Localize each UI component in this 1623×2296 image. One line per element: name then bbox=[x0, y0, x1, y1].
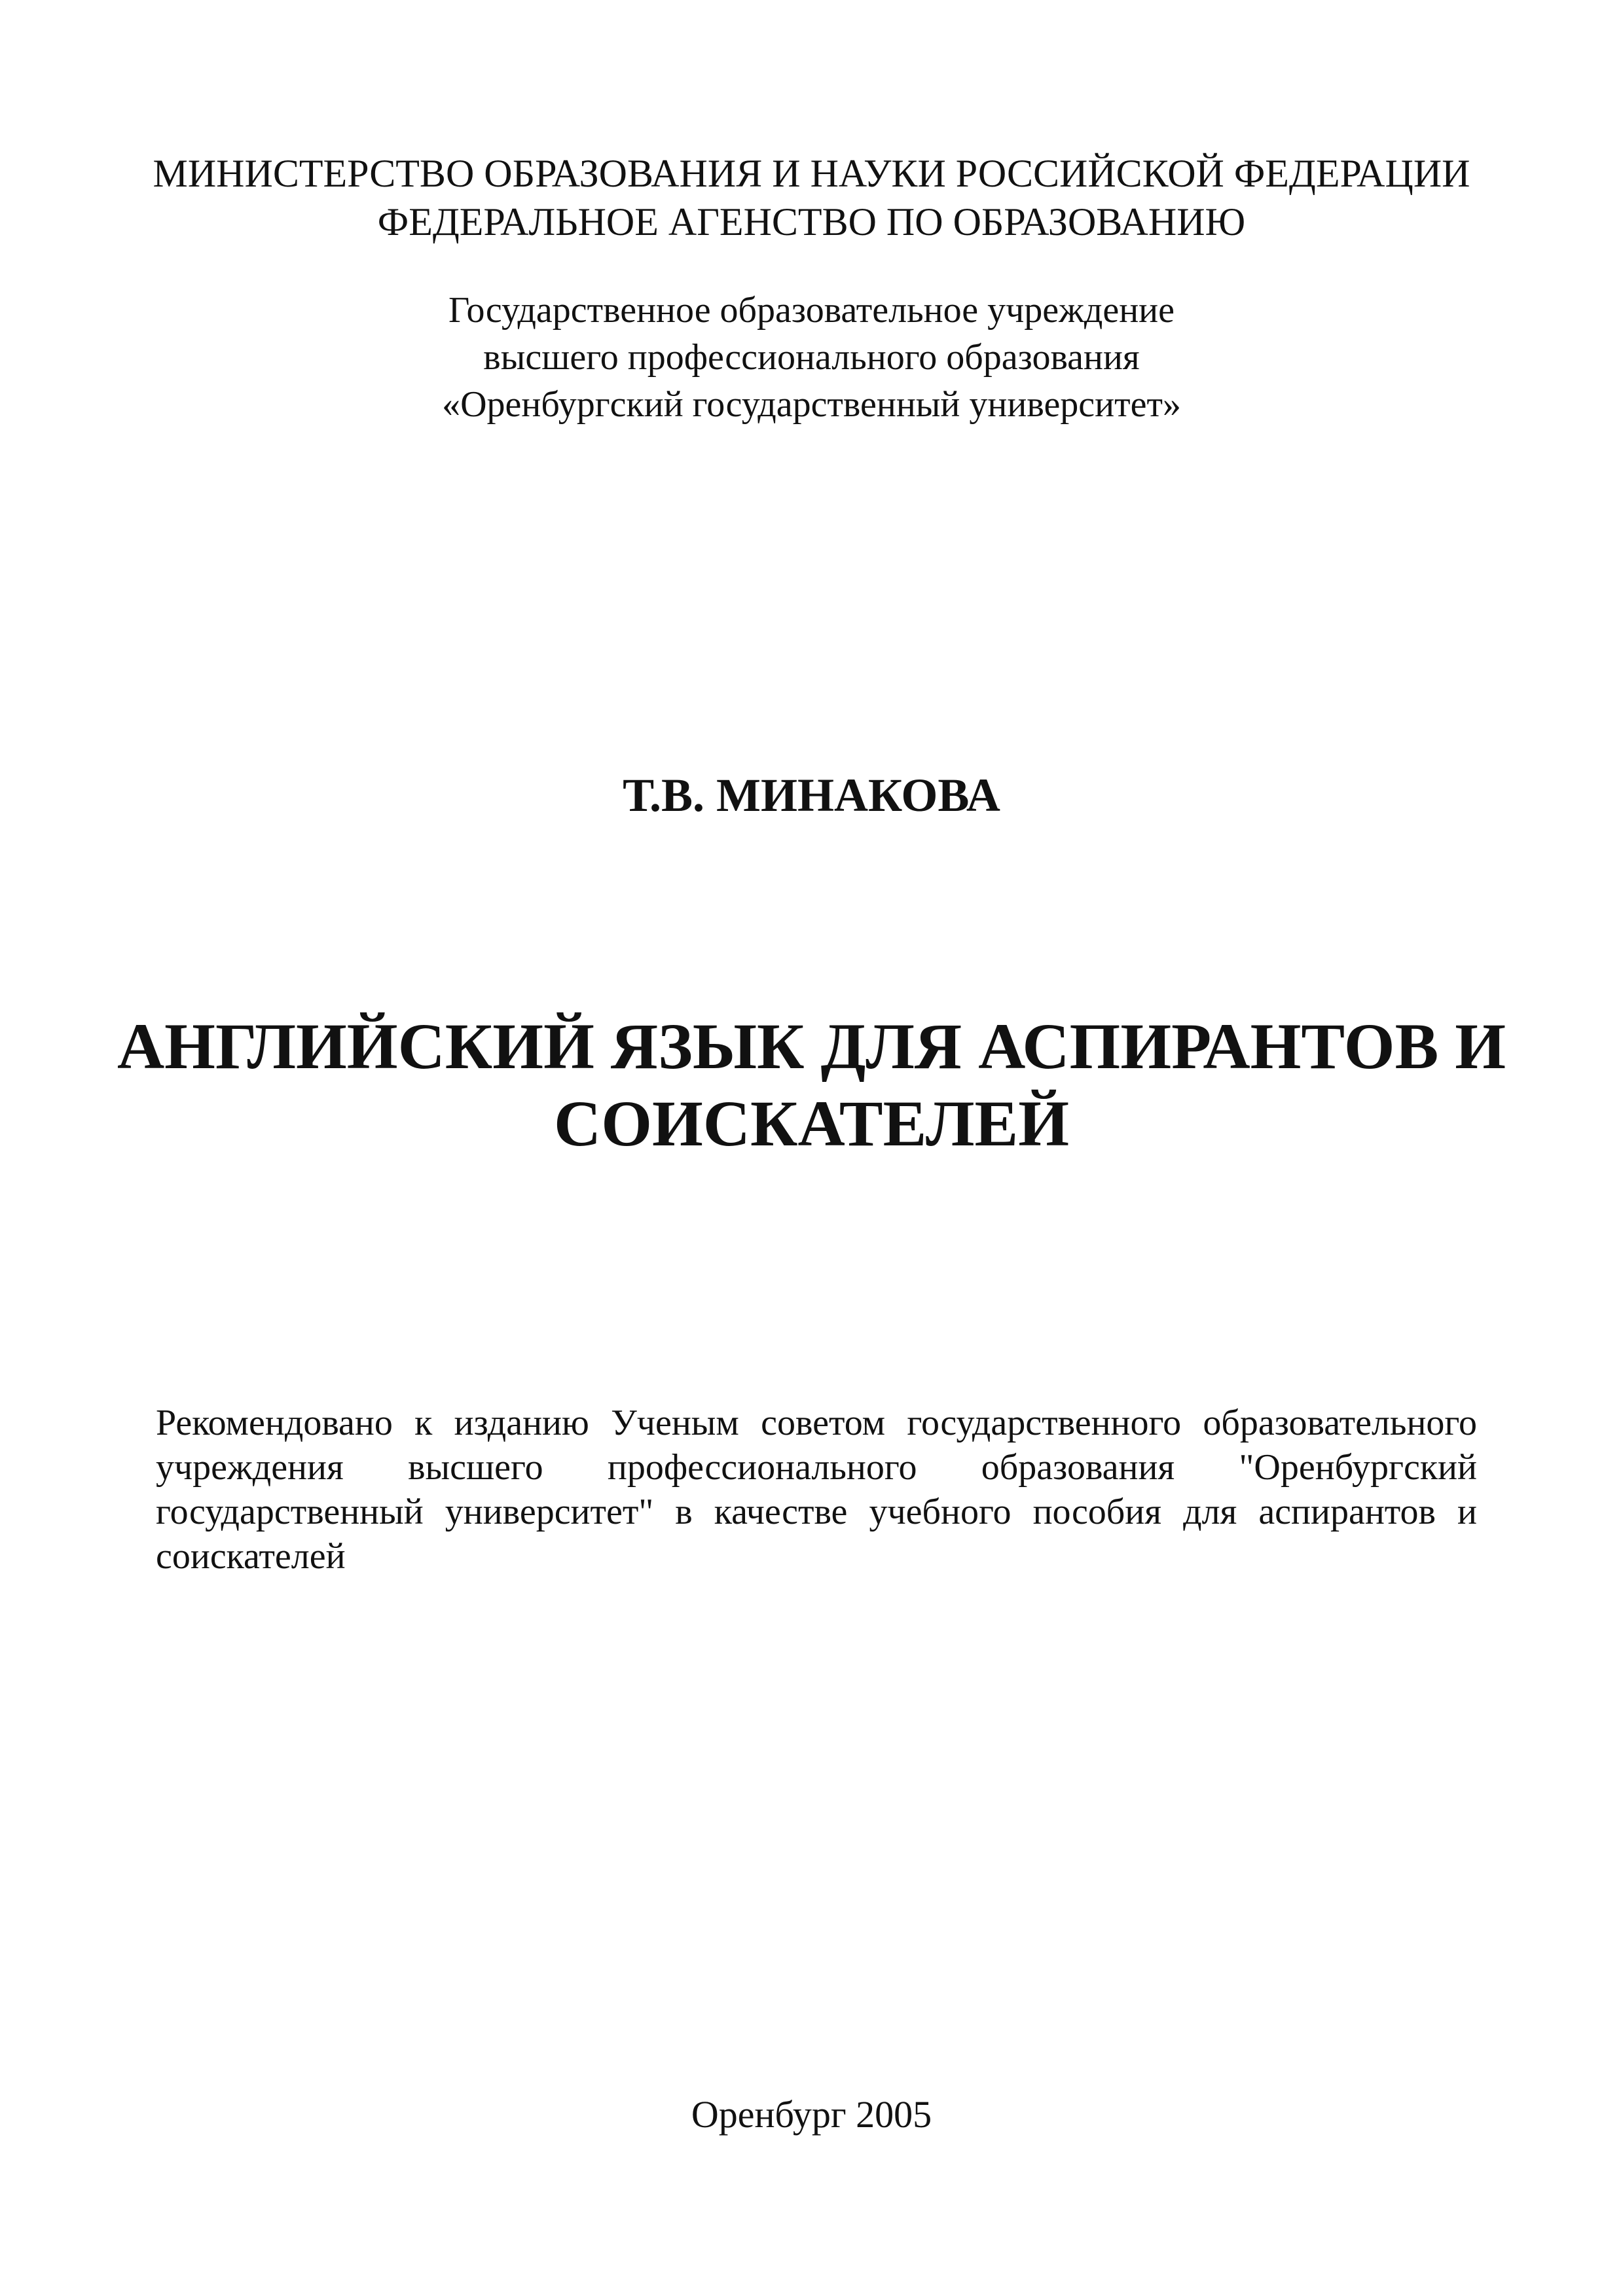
institution-line-3: «Оренбургский государственный университет» bbox=[442, 384, 1181, 425]
recommendation-paragraph: Рекомендовано к изданию Ученым советом государственного образовательного учреждения высшего профессионального образования "Оренбургский государственный университет" в качестве учебного пособия для аспирантов и соискателей bbox=[156, 1403, 1477, 1577]
book-title-line-1: АНГЛИЙСКИЙ ЯЗЫК ДЛЯ АСПИРАНТОВ И bbox=[117, 1010, 1506, 1083]
ministry-line-2: ФЕДЕРАЛЬНОЕ АГЕНСТВО ПО ОБРАЗОВАНИЮ bbox=[377, 200, 1246, 243]
institution-line-1: Государственное образовательное учреждение bbox=[448, 290, 1175, 331]
place-year: Оренбург 2005 bbox=[691, 2093, 932, 2136]
book-title-line-2: СОИСКАТЕЛЕЙ bbox=[553, 1087, 1069, 1160]
institution-line-2: высшего профессионального образования bbox=[483, 337, 1140, 378]
publication-footer bbox=[0, 2091, 1623, 2138]
ministry-header bbox=[0, 149, 1623, 246]
author-label: Т.В. МИНАКОВА bbox=[623, 769, 1000, 821]
author-name bbox=[0, 766, 1623, 825]
ministry-line-1: МИНИСТЕРСТВО ОБРАЗОВАНИЯ И НАУКИ РОССИЙСКОЙ ФЕДЕРАЦИИ bbox=[153, 152, 1470, 195]
institution-header bbox=[0, 287, 1623, 428]
book-title bbox=[0, 1008, 1623, 1162]
